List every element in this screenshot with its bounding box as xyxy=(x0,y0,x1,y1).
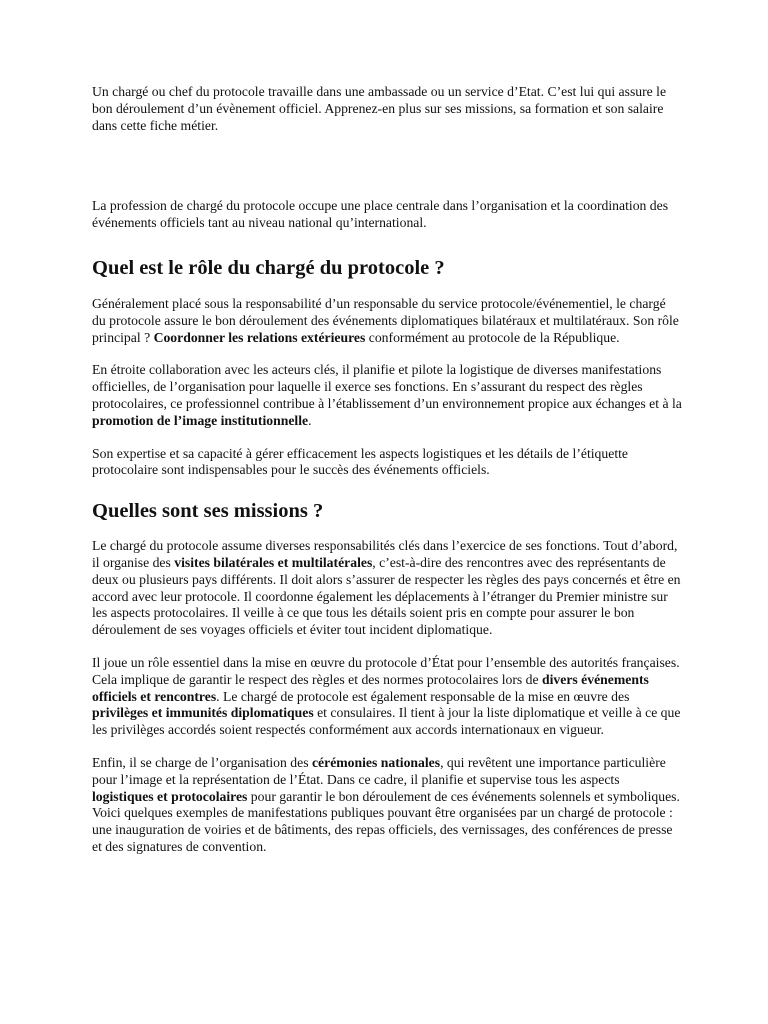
missions-paragraph-1: Le chargé du protocole assume diverses responsabilités clés dans l’exercice de ses fonctions. Tout d’abord, il organise des visites bilatérales et multilatérales, c’est-à-dire des rencontres avec des représentants de deux ou plusieurs pays différents. Il doit alors s’assurer de respecter les règles des pays concernés et être en accord avec leur protocole. Il coordonne également les déplacements à l’étranger du Premier ministre sur les aspects protocolaires. Il veille à ce que tous les détails soient pris en compte pour assurer le bon déroulement de ses voyages officiels et éviter tout incident diplomatique. xyxy=(92,538,681,638)
role-paragraph-1: Généralement placé sous la responsabilité d’un responsable du service protocole/événementiel, le chargé du protocole assure le bon déroulement des événements diplomatiques bilatéraux et multilatéraux. Son rôle principal ? Coordonner les relations extérieures conformément au protocole de la République. xyxy=(92,295,679,345)
missions-paragraph-3: Enfin, il se charge de l’organisation des cérémonies nationales, qui revêtent une importance particulière pour l’image et la représentation de l’État. Dans ce cadre, il planifie et supervise tous les aspects logistiques et protocolaires pour garantir le bon déroulement de ces événements solennels et symboliques. Voici quelques exemples de manifestations publiques pouvant être organisées par un chargé de protocole : une inauguration de voiries et de bâtiments, des repas officiels, des vernissages, des conférences de presse et des signatures de convention. xyxy=(92,754,680,854)
intro-paragraph: Un chargé ou chef du protocole travaille dans une ambassade ou un service d’Etat. C’est lui qui assure le bon déroulement d’un évènement officiel. Apprenez-en plus sur ses missions, sa formation et son salaire dans cette fiche métier. xyxy=(92,84,667,133)
missions-paragraph-2: Il joue un rôle essentiel dans la mise en œuvre du protocole d’État pour l’ensemble des autorités françaises. Cela implique de garantir le respect des règles et des normes protocolaires lors de divers événements officiels et rencontres. Le chargé de protocole est également responsable de la mise en œuvre des privilèges et immunités diplomatiques et consulaires. Il tient à jour la liste diplomatique et veille à ce que les privilèges accordés soient respectés conformément aux accords internationaux en vigueur. xyxy=(92,654,681,738)
missions-heading: Quelles sont ses missions ? xyxy=(92,500,324,523)
role-paragraph-3: Son expertise et sa capacité à gérer efficacement les aspects logistiques et les détails de l’étiquette protocolaire sont indispensables pour le succès des événements officiels. xyxy=(92,445,628,478)
intro-second-paragraph: La profession de chargé du protocole occupe une place centrale dans l’organisation et la coordination des événements officiels tant au niveau national qu’international. xyxy=(92,198,669,231)
role-heading: Quel est le rôle du chargé du protocole ? xyxy=(92,256,445,279)
role-paragraph-2: En étroite collaboration avec les acteurs clés, il planifie et pilote la logistique de diverses manifestations officielles, de l’organisation pour laquelle il exerce ses fonctions. En s’assurant du respect des règles protocolaires, ce professionnel contribue à l’établissement d’un environnement propice aux échanges et à la promotion de l’image institutionnelle. xyxy=(92,362,682,428)
document-page xyxy=(92,84,682,856)
